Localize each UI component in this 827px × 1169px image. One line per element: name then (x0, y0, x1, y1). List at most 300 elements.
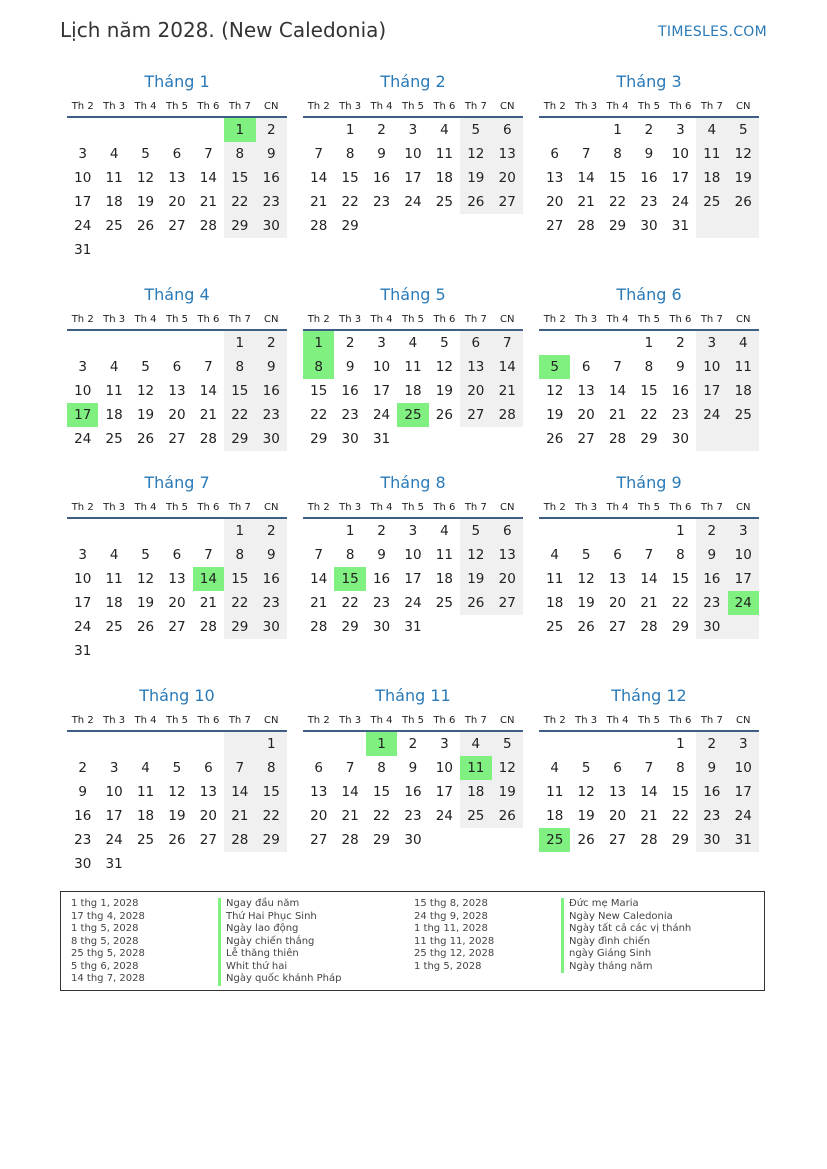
day-cell: 16 (696, 567, 727, 591)
weekday-header: Th 2 (67, 309, 98, 330)
day-cell: 23 (74, 832, 92, 848)
day-cell: 9 (78, 784, 87, 800)
day-cell: 15 (640, 383, 658, 399)
day-cell: 17 (105, 808, 123, 824)
day-cell: 22 (224, 591, 255, 615)
legend-holiday-name: Đức mẹ Maria (561, 898, 691, 911)
day-cell: 30 (341, 431, 359, 447)
day-cell: 6 (613, 760, 622, 776)
day-cell: 12 (168, 784, 186, 800)
day-cell: 18 (728, 379, 759, 403)
day-cell: 24 (435, 808, 453, 824)
empty-cell (98, 330, 129, 355)
day-cell: 18 (435, 170, 453, 186)
holiday-day-cell: 1 (303, 330, 334, 355)
day-cell: 6 (314, 760, 323, 776)
day-cell: 2 (696, 518, 727, 543)
month-calendar (539, 686, 759, 852)
day-cell: 9 (256, 543, 287, 567)
day-cell: 16 (256, 379, 287, 403)
empty-cell (193, 330, 224, 355)
weekday-header: Th 5 (397, 96, 428, 117)
day-cell: 27 (168, 218, 186, 234)
day-cell: 11 (546, 571, 564, 587)
day-cell: 16 (671, 383, 689, 399)
day-cell: 3 (408, 523, 418, 539)
day-cell: 18 (696, 166, 727, 190)
day-cell: 2 (377, 523, 386, 539)
empty-cell (193, 731, 224, 756)
day-cell: 1 (256, 731, 287, 756)
month-calendar (67, 473, 287, 663)
weekday-header: Th 6 (665, 710, 696, 731)
month-calendar (303, 686, 523, 852)
weekday-header: Th 3 (570, 96, 601, 117)
weekday-header: Th 5 (633, 710, 664, 731)
day-cell: 6 (172, 547, 182, 563)
day-cell: 27 (199, 832, 217, 848)
day-cell: 2 (256, 518, 287, 543)
day-cell: 2 (676, 335, 685, 351)
month-calendar (303, 285, 523, 451)
empty-cell (303, 731, 334, 756)
day-cell: 11 (696, 142, 727, 166)
day-cell: 10 (74, 571, 92, 587)
day-cell: 9 (696, 756, 727, 780)
weekday-header: Th 4 (130, 309, 161, 330)
day-cell: 29 (640, 431, 658, 447)
day-cell: 31 (74, 242, 92, 258)
day-cell: 23 (404, 808, 422, 824)
weekday-header: CN (728, 710, 759, 731)
empty-cell (570, 731, 601, 756)
weekday-header: Th 5 (161, 309, 192, 330)
day-cell: 27 (546, 218, 564, 234)
day-cell: 16 (341, 383, 359, 399)
page-title: Lịch năm 2028. (New Caledonia) (60, 18, 387, 42)
weekday-header: Th 5 (161, 710, 192, 731)
day-cell: 11 (105, 571, 123, 587)
holiday-day-cell: 1 (224, 117, 255, 142)
empty-cell (161, 117, 192, 142)
day-cell: 3 (440, 736, 449, 752)
empty-cell (633, 518, 664, 543)
day-cell: 1 (224, 330, 255, 355)
day-cell: 17 (74, 595, 92, 611)
day-cell: 15 (224, 567, 255, 591)
weekday-header: Th 5 (161, 497, 192, 518)
day-cell: 27 (608, 832, 627, 848)
day-cell: 1 (224, 518, 255, 543)
month-name: Tháng 8 (380, 473, 446, 492)
day-cell: 28 (199, 619, 217, 635)
weekday-header: Th 3 (98, 309, 129, 330)
empty-cell (570, 330, 601, 355)
day-cell: 23 (256, 403, 287, 427)
day-cell: 9 (256, 142, 287, 166)
legend-date: 1 thg 1, 2028 (71, 898, 139, 909)
day-cell: 25 (728, 403, 759, 427)
day-cell: 29 (671, 619, 689, 635)
holiday-day-cell: 11 (460, 756, 491, 780)
day-cell: 14 (224, 780, 255, 804)
legend-holiday-name: ngày Giáng Sinh (561, 948, 691, 961)
day-cell: 9 (377, 146, 386, 162)
weekday-header: Th 6 (665, 497, 696, 518)
day-cell: 6 (172, 146, 182, 162)
day-cell: 10 (728, 543, 759, 567)
day-cell: 27 (310, 832, 328, 848)
day-cell: 19 (435, 383, 453, 399)
weekday-header: CN (256, 710, 287, 731)
day-cell: 16 (696, 780, 727, 804)
day-cell: 27 (168, 431, 186, 447)
day-cell: 10 (74, 170, 92, 186)
day-cell: 11 (435, 547, 453, 563)
day-cell: 11 (546, 784, 564, 800)
day-cell: 6 (550, 146, 559, 162)
day-cell: 29 (224, 615, 255, 639)
day-cell: 1 (345, 523, 355, 539)
day-cell: 3 (78, 146, 87, 162)
day-cell: 11 (105, 170, 123, 186)
day-cell: 7 (314, 547, 323, 563)
day-cell: 17 (372, 383, 391, 399)
day-cell: 7 (204, 146, 213, 162)
day-cell: 21 (310, 595, 328, 611)
day-cell: 28 (199, 431, 217, 447)
weekday-header: Th 6 (193, 309, 224, 330)
day-cell: 30 (696, 828, 727, 852)
day-cell: 27 (492, 591, 523, 615)
weekday-header: Th 2 (539, 710, 570, 731)
day-cell: 9 (256, 355, 287, 379)
day-cell: 8 (676, 760, 685, 776)
month-calendar (539, 285, 759, 451)
day-cell: 20 (577, 407, 595, 423)
legend-date: 5 thg 6, 2028 (71, 960, 139, 972)
empty-cell (130, 117, 161, 142)
weekday-header: Th 4 (366, 309, 397, 330)
day-cell: 23 (696, 591, 727, 615)
weekday-header: Th 5 (397, 710, 428, 731)
holiday-day-cell: 1 (366, 731, 397, 756)
day-cell: 10 (435, 760, 453, 776)
weekday-header: Th 5 (633, 309, 664, 330)
day-cell: 7 (204, 547, 213, 563)
legend-date: 1 thg 11, 2028 (414, 923, 488, 934)
weekday-header: Th 4 (366, 96, 397, 117)
month-name: Tháng 12 (611, 686, 687, 705)
empty-cell (602, 518, 633, 543)
day-cell: 16 (372, 571, 391, 587)
day-cell: 7 (644, 547, 654, 563)
weekday-header: Th 3 (98, 497, 129, 518)
day-cell: 4 (728, 330, 759, 355)
day-cell: 13 (546, 170, 564, 186)
day-cell: 12 (577, 784, 595, 800)
day-cell: 8 (224, 142, 255, 166)
day-cell: 30 (372, 619, 391, 635)
day-cell: 6 (581, 359, 591, 375)
day-cell: 29 (372, 832, 391, 848)
day-cell: 19 (460, 166, 491, 190)
day-cell: 27 (577, 431, 595, 447)
empty-cell (539, 731, 570, 756)
weekday-header: Th 4 (602, 710, 633, 731)
month-name: Tháng 5 (380, 285, 446, 304)
empty-cell (633, 731, 664, 756)
day-cell: 15 (608, 170, 627, 186)
day-cell: 12 (136, 571, 155, 587)
empty-cell (602, 731, 633, 756)
weekday-header: Th 7 (224, 309, 255, 330)
day-cell: 20 (460, 379, 491, 403)
day-cell: 7 (314, 146, 323, 162)
day-cell: 1 (345, 122, 355, 138)
weekday-header: Th 3 (98, 96, 129, 117)
day-cell: 8 (345, 146, 355, 162)
day-cell: 4 (109, 359, 119, 375)
day-cell: 19 (136, 595, 155, 611)
day-cell: 3 (377, 335, 386, 351)
day-cell: 8 (224, 355, 255, 379)
empty-cell (728, 214, 759, 238)
day-cell: 5 (581, 760, 591, 776)
day-cell: 1 (676, 523, 685, 539)
day-cell: 27 (492, 190, 523, 214)
day-cell: 6 (613, 547, 622, 563)
day-cell: 7 (613, 359, 622, 375)
weekday-header: Th 2 (303, 309, 334, 330)
day-cell: 22 (341, 194, 359, 210)
holiday-legend (60, 891, 765, 991)
weekday-header: Th 5 (633, 96, 664, 117)
day-cell: 5 (728, 117, 759, 142)
day-cell: 20 (546, 194, 564, 210)
day-cell: 23 (256, 591, 287, 615)
day-cell: 30 (256, 214, 287, 238)
day-cell: 28 (640, 832, 658, 848)
day-cell: 21 (492, 379, 523, 403)
day-cell: 26 (460, 591, 491, 615)
day-cell: 4 (109, 547, 119, 563)
day-cell: 19 (136, 194, 155, 210)
month-name: Tháng 1 (144, 72, 210, 91)
day-cell: 29 (256, 828, 287, 852)
month-name: Tháng 7 (144, 473, 210, 492)
day-cell: 26 (136, 218, 155, 234)
empty-cell (696, 427, 727, 451)
day-cell: 31 (671, 218, 689, 234)
weekday-header: Th 4 (130, 710, 161, 731)
day-cell: 31 (404, 619, 422, 635)
day-cell: 22 (671, 808, 689, 824)
day-cell: 17 (728, 780, 759, 804)
day-cell: 19 (136, 407, 155, 423)
day-cell: 4 (141, 760, 150, 776)
empty-cell (130, 731, 161, 756)
day-cell: 8 (224, 543, 255, 567)
day-cell: 9 (696, 543, 727, 567)
empty-cell (539, 330, 570, 355)
day-cell: 30 (256, 427, 287, 451)
day-cell: 3 (109, 760, 119, 776)
holiday-day-cell: 8 (303, 355, 334, 379)
day-cell: 28 (608, 431, 627, 447)
day-cell: 12 (577, 571, 595, 587)
day-cell: 17 (404, 170, 422, 186)
day-cell: 22 (341, 595, 359, 611)
day-cell: 3 (728, 518, 759, 543)
month-name: Tháng 3 (616, 72, 682, 91)
day-cell: 29 (341, 619, 359, 635)
brand-link[interactable]: TIMESLES.COM (658, 24, 767, 40)
empty-cell (67, 731, 98, 756)
day-cell: 14 (640, 784, 658, 800)
legend-holiday-name: Whit thứ hai (218, 961, 342, 974)
day-cell: 10 (404, 146, 422, 162)
day-cell: 19 (577, 595, 595, 611)
day-cell: 13 (492, 142, 523, 166)
empty-cell (98, 731, 129, 756)
day-cell: 28 (341, 832, 359, 848)
day-cell: 12 (546, 383, 564, 399)
weekday-header: Th 3 (98, 710, 129, 731)
day-cell: 14 (577, 170, 595, 186)
day-cell: 20 (492, 567, 523, 591)
legend-holiday-name: Ngày lao động (218, 923, 342, 936)
weekday-header: Th 4 (366, 710, 397, 731)
day-cell: 5 (492, 731, 523, 756)
day-cell: 4 (696, 117, 727, 142)
weekday-header: Th 4 (602, 497, 633, 518)
day-cell: 21 (310, 194, 328, 210)
legend-holiday-name: Ngày New Caledonia (561, 911, 691, 924)
empty-cell (334, 731, 365, 756)
day-cell: 10 (671, 146, 689, 162)
day-cell: 5 (581, 547, 591, 563)
holiday-day-cell: 25 (397, 403, 428, 427)
day-cell: 4 (109, 146, 119, 162)
weekday-header: Th 6 (429, 710, 460, 731)
legend-holiday-name: Ngày quốc khánh Pháp (218, 973, 342, 986)
weekday-header: Th 2 (539, 309, 570, 330)
day-cell: 5 (141, 547, 150, 563)
day-cell: 1 (613, 122, 622, 138)
holiday-day-cell: 5 (539, 355, 570, 379)
legend-names-right (561, 898, 691, 973)
day-cell: 19 (460, 567, 491, 591)
weekday-header: Th 7 (224, 710, 255, 731)
day-cell: 16 (372, 170, 391, 186)
day-cell: 2 (256, 330, 287, 355)
day-cell: 15 (256, 780, 287, 804)
day-cell: 21 (341, 808, 359, 824)
day-cell: 6 (172, 359, 182, 375)
day-cell: 13 (577, 383, 595, 399)
day-cell: 23 (696, 804, 727, 828)
day-cell: 27 (168, 619, 186, 635)
weekday-header: Th 4 (602, 309, 633, 330)
legend-date: 1 thg 5, 2028 (71, 923, 139, 934)
day-cell: 17 (728, 567, 759, 591)
day-cell: 29 (671, 832, 689, 848)
day-cell: 22 (372, 808, 391, 824)
day-cell: 2 (78, 760, 87, 776)
holiday-day-cell: 15 (334, 567, 365, 591)
day-cell: 12 (136, 383, 155, 399)
day-cell: 18 (136, 808, 155, 824)
empty-cell (303, 518, 334, 543)
month-name: Tháng 6 (616, 285, 682, 304)
day-cell: 24 (696, 403, 727, 427)
day-cell: 7 (644, 760, 654, 776)
empty-cell (602, 330, 633, 355)
weekday-header: Th 7 (460, 710, 491, 731)
day-cell: 23 (372, 595, 391, 611)
weekday-header: Th 7 (460, 309, 491, 330)
day-cell: 25 (460, 804, 491, 828)
weekday-header: Th 7 (696, 710, 727, 731)
day-cell: 14 (341, 784, 359, 800)
day-cell: 2 (696, 731, 727, 756)
empty-cell (224, 731, 255, 756)
day-cell: 10 (74, 383, 92, 399)
legend-date: 24 thg 9, 2028 (414, 910, 488, 922)
day-cell: 13 (492, 543, 523, 567)
day-cell: 29 (224, 214, 255, 238)
day-cell: 10 (372, 359, 391, 375)
day-cell: 22 (640, 407, 658, 423)
day-cell: 12 (728, 142, 759, 166)
day-cell: 21 (608, 407, 627, 423)
day-cell: 8 (644, 359, 654, 375)
empty-cell (67, 330, 98, 355)
empty-cell (696, 214, 727, 238)
day-cell: 5 (141, 359, 150, 375)
empty-cell (539, 117, 570, 142)
day-cell: 25 (435, 595, 453, 611)
month-calendar (539, 72, 759, 238)
day-cell: 9 (644, 146, 654, 162)
day-cell: 2 (377, 122, 386, 138)
day-cell: 24 (728, 804, 759, 828)
day-cell: 23 (671, 407, 689, 423)
weekday-header: Th 4 (130, 96, 161, 117)
day-cell: 13 (460, 355, 491, 379)
weekday-header: CN (728, 309, 759, 330)
month-calendar (67, 285, 287, 451)
day-cell: 28 (310, 218, 328, 234)
day-cell: 3 (676, 122, 685, 138)
weekday-header: CN (492, 309, 523, 330)
day-cell: 21 (199, 595, 217, 611)
day-cell: 15 (224, 379, 255, 403)
weekday-header: Th 2 (539, 96, 570, 117)
day-cell: 27 (608, 619, 627, 635)
weekday-header: CN (728, 497, 759, 518)
day-cell: 22 (224, 403, 255, 427)
day-cell: 28 (640, 619, 658, 635)
day-cell: 26 (460, 190, 491, 214)
legend-date: 8 thg 5, 2028 (71, 935, 139, 947)
holiday-day-cell: 14 (193, 567, 224, 591)
legend-date: 1 thg 5, 2028 (414, 960, 482, 972)
day-cell: 26 (546, 431, 564, 447)
day-cell: 22 (671, 595, 689, 611)
empty-cell (303, 117, 334, 142)
